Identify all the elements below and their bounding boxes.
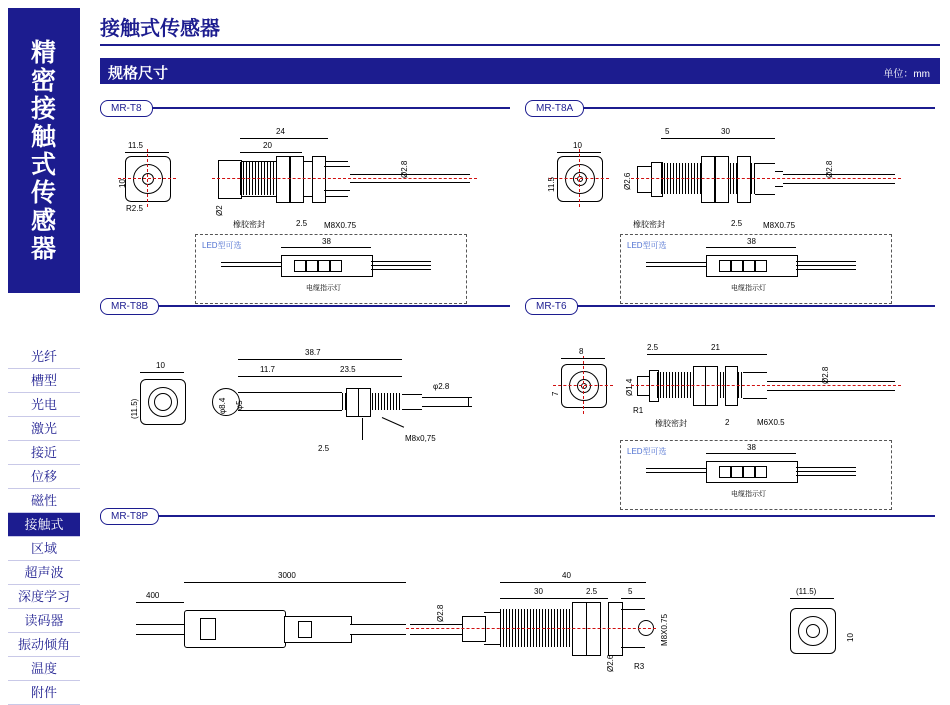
dim-line-11-5 [790,598,834,599]
front-circle-inner [806,624,820,638]
led-lamp [294,260,306,272]
panel-header [100,100,510,116]
taper-top [755,163,775,164]
led-wire [646,472,706,473]
panel-header [100,298,510,314]
dim-10: 10 [118,179,127,188]
led-lamp [731,260,743,272]
panel-tag: MR-T6 [525,298,578,315]
sidebar [0,0,88,700]
taper-top [324,166,350,167]
dim-10: 10 [573,141,582,150]
led-lamp [318,260,330,272]
dim-line-10 [557,152,601,153]
led-wire [796,471,856,472]
taper-top [402,394,422,395]
brand-char: 式 [30,150,57,179]
spec-section-bar [100,58,940,84]
brand-char: 接 [30,94,57,123]
body-bottom [238,410,342,411]
dim-line-11-7 [238,376,304,377]
dim-line-23-5 [304,376,402,377]
dim-8: 8 [579,347,584,356]
cable-right [410,624,462,635]
led-dim-38: 38 [747,443,756,452]
sidebar-item-ultrasonic[interactable]: 超声波 [8,561,80,585]
panel-header [525,100,935,116]
taper-top [743,372,767,373]
led-caption: 电缆指示灯 [731,285,766,292]
sidebar-nav [8,345,80,705]
dim-dia-2-8: Ø2.8 [400,160,409,178]
dim-11-5: (11.5) [796,587,817,596]
dim-2-5: 2.5 [296,219,308,228]
sidebar-item-displacement[interactable]: 位移 [8,465,80,489]
dim-line-30 [500,598,586,599]
dim-r3: R3 [634,662,645,671]
dim-thread-m8: M8x0,75 [405,434,436,443]
led-lamp [731,466,743,478]
led-wire [796,261,856,262]
led-dim-38: 38 [747,237,756,246]
body-top [238,392,342,393]
dim-dia-2-6: Ø2.6 [606,654,615,672]
dim-11-7: 11.7 [260,365,275,374]
led-lamp [755,260,767,272]
panel-tag: MR-T8A [525,100,584,117]
tip-top [621,609,645,610]
brand-char: 精 [30,38,57,67]
led-wire [221,266,281,267]
led-lamp [330,260,342,272]
title-divider [100,44,940,46]
led-wire [371,261,431,262]
dim-3000: 3000 [278,571,296,580]
connector-slot [200,618,216,640]
dim-23-5: 23.5 [340,365,356,374]
dim-line-2-5 [586,598,608,599]
panel-rule [100,305,510,307]
strain-relief [462,616,486,642]
led-option-box [195,234,467,304]
led-wire [796,269,856,270]
led-wire [646,468,706,469]
dim-30: 30 [534,587,543,596]
dim-dia-2: Ø2 [215,205,224,216]
led-wire [371,269,431,270]
dim-10: 10 [156,361,165,370]
panel-header [525,298,935,314]
dim-thread-m8: M8X0.75 [324,221,357,230]
dim-2-5: 2.5 [731,219,743,228]
panel-rule [525,305,935,307]
connector-body-2 [284,616,352,643]
led-option-note: LED型可选 [202,241,242,250]
led-lamp [306,260,318,272]
taper-bottom [755,194,775,195]
sidebar-item-laser[interactable]: 激光 [8,417,80,441]
sidebar-item-slot-type[interactable]: 槽型 [8,369,80,393]
side-centerline [631,385,901,386]
spec-section-label: 规格尺寸 [108,65,169,82]
led-wire [796,475,856,476]
dim-7: 7 [551,391,560,396]
nut-3 [312,156,326,203]
side-centerline [212,178,477,179]
dim-thread-m6: M6X0.5 [757,418,785,427]
nut-2 [290,156,304,203]
dim-40: 40 [562,571,571,580]
dim-r2-5: R2.5 [126,204,143,213]
taper-bottom [743,398,767,399]
led-dim-38: 38 [322,237,331,246]
brand-char: 触 [30,122,57,151]
taper-top [484,612,500,613]
dim-line-40 [500,582,646,583]
led-caption: 电缆指示灯 [306,285,341,292]
label-rubber-seal: 橡胶密封 [233,220,265,229]
dim-line-width [125,152,169,153]
led-dim-line [706,453,796,454]
dim-2-5: 2.5 [586,587,598,596]
front-circle-inner [154,393,172,411]
connector-slot [298,621,312,638]
front-circle-inner [142,173,154,185]
taper-top2 [775,171,783,172]
dim-line-38-7 [238,359,402,360]
dim-dia-2-8: Ø2.8 [825,160,834,178]
side-centerline [631,178,901,179]
sidebar-item-code-reader[interactable]: 读码器 [8,609,80,633]
front-centerline-v [583,356,584,414]
dim-line-5 [621,598,645,599]
sidebar-item-contact[interactable]: 接触式 [8,513,80,537]
dim-30: 30 [721,127,730,136]
dim-2-5: 2.5 [318,444,330,453]
taper-bottom [402,409,422,410]
dim-line-3000 [184,582,406,583]
sidebar-item-area[interactable]: 区域 [8,537,80,561]
led-option-note: LED型可选 [627,241,667,250]
dim-38-7: 38.7 [305,348,321,357]
dim-5: 5 [665,127,670,136]
panel-rule [525,107,935,109]
dim-24: 24 [276,127,285,136]
dim-dia-2-6: Ø2.6 [623,172,632,190]
panel-tag: MR-T8B [100,298,159,315]
dim-5: 5 [628,587,633,596]
led-lamp [743,466,755,478]
led-lamp [719,466,731,478]
dim-dia-1-4: Ø1.4 [625,378,634,396]
cable [422,397,472,407]
front-centerline-v [147,149,148,207]
led-wire [796,467,856,468]
dim-11-5: 11.5 [547,177,556,192]
page-title: 接触式传感器 [100,18,220,40]
led-option-note: LED型可选 [627,447,667,456]
label-rubber-seal: 橡胶密封 [655,419,687,428]
dim-thread-m8: M8X0.75 [763,221,796,230]
led-lamp [719,260,731,272]
dim-line-10 [140,372,184,373]
brand-char: 密 [30,66,57,95]
nut-1 [572,602,587,656]
nut-1 [276,156,290,203]
panel-mr-t8p [100,508,935,676]
nut-3 [725,366,738,406]
cable-left [136,624,184,635]
led-lamp [755,466,767,478]
led-caption: 电缆指示灯 [731,491,766,498]
unit-note: 单位：mm [883,69,930,80]
dim-line-5 [661,138,679,139]
dim-dia-2-8: Ø2.8 [821,366,830,384]
taper-bottom2 [775,186,783,187]
dim-line-20 [240,152,302,153]
dim-dia-8-4: φ8.4 [218,397,227,414]
sidebar-item-accessories[interactable]: 附件 [8,681,80,705]
dim-thread-m8: M8X0.75 [660,613,669,646]
taper-bottom [484,644,500,645]
cable-end [468,397,469,406]
panel-mr-t8b [100,298,510,503]
led-wire [221,262,281,263]
dim-dia-5: φ5 [235,400,244,410]
nut-3 [737,156,751,203]
sidebar-item-temperature[interactable]: 温度 [8,657,80,681]
nut-1 [701,156,715,203]
cable [767,381,895,391]
nut-2 [705,366,718,406]
panel-tag: MR-T8P [100,508,159,525]
sidebar-item-optical-fiber[interactable]: 光纤 [8,345,80,369]
led-option-box [620,440,892,510]
led-wire [371,265,431,266]
dim-line-24 [240,138,328,139]
dim-line-21 [665,354,767,355]
front-circle-inner [577,176,583,182]
nut-2 [358,388,371,417]
label-rubber-seal: 橡胶密封 [633,220,665,229]
leader-line [382,417,404,428]
sidebar-item-deep-learning[interactable]: 深度学习 [8,585,80,609]
nut-2 [715,156,729,203]
sidebar-item-photoelectric[interactable]: 光电 [8,393,80,417]
front-centerline-v [579,149,580,207]
dim-2-5: 2.5 [647,343,659,352]
panel-mr-t6 [525,298,935,503]
leader-line [362,418,363,440]
sidebar-item-proximity[interactable]: 接近 [8,441,80,465]
dim-11-5: (11.5) [130,398,139,419]
sidebar-item-vibration-tilt[interactable]: 振动倾角 [8,633,80,657]
dim-10: 10 [846,633,855,642]
led-wire [646,262,706,263]
led-option-box [620,234,892,304]
brand-char: 感 [30,206,57,235]
panel-header [100,508,935,524]
brand-block [8,8,80,293]
dim-11-5: 11.5 [128,141,143,150]
dim-line-30 [679,138,775,139]
led-dim-line [281,247,371,248]
cable [783,174,895,184]
front-circle-inner [581,383,587,389]
sidebar-item-magnetic[interactable]: 磁性 [8,489,80,513]
led-lamp [743,260,755,272]
dim-2: 2 [725,418,730,427]
led-wire [796,265,856,266]
panel-rule [100,107,510,109]
led-wire [646,266,706,267]
panel-mr-t8 [100,100,510,295]
dim-line-8 [561,358,605,359]
tip-bottom [621,647,645,648]
panel-rule [100,515,935,517]
assembly-centerline [406,628,656,629]
dim-21: 21 [711,343,720,352]
dim-dia-2-8: φ2.8 [433,382,450,391]
dim-line-2-5 [647,354,665,355]
panel-tag: MR-T8 [100,100,153,117]
brand-char: 传 [30,178,57,207]
panel-mr-t8a [525,100,935,295]
sensor-head [218,160,242,199]
nut-2 [586,602,601,656]
dim-dia-2-8: Ø2.8 [436,604,445,622]
dim-400: 400 [146,591,160,600]
dim-line-400 [136,602,184,603]
taper-bottom [324,190,350,191]
brand-char: 器 [30,234,57,263]
dim-20: 20 [263,141,272,150]
led-dim-line [706,247,796,248]
cable-mid [350,624,406,635]
dim-r1: R1 [633,406,644,415]
